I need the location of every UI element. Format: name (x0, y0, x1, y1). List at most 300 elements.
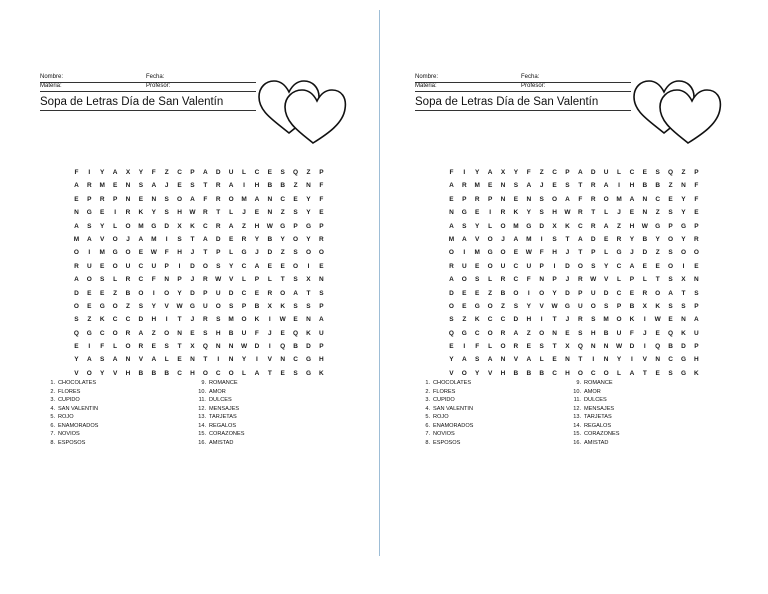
grid-letter: L (617, 169, 622, 176)
grid-letter: G (487, 249, 493, 257)
grid-letter: G (526, 222, 532, 230)
grid-letter: I (463, 249, 466, 257)
grid-letter: W (615, 343, 623, 351)
grid-letter: Y (655, 235, 660, 243)
grid-letter: F (319, 195, 324, 203)
grid-letter: D (590, 169, 596, 176)
grid-letter: R (86, 182, 92, 190)
grid-letter: O (86, 369, 92, 377)
grid-letter: K (319, 369, 324, 377)
grid-letter: T (203, 249, 208, 257)
grid-letter: R (642, 289, 648, 297)
grid-letter: N (655, 356, 661, 364)
grid-letter: T (216, 209, 221, 217)
grid-letter: O (293, 262, 299, 270)
grid-letter: E (655, 369, 660, 377)
grid-letter: E (267, 262, 272, 270)
word-number: 3. (50, 397, 55, 403)
grid-letter: R (215, 182, 221, 190)
grid-letter: F (526, 169, 531, 176)
grid-letter: S (578, 329, 583, 337)
grid-letter: S (655, 169, 660, 176)
grid-letter: C (280, 195, 286, 203)
grid-letter: L (539, 356, 544, 364)
grid-letter: R (99, 195, 105, 203)
grid-letter: S (668, 209, 673, 217)
grid-letter: N (642, 195, 648, 203)
grid-letter: V (513, 356, 519, 364)
word-number: 5. (50, 414, 55, 420)
grid-letter: V (539, 302, 544, 310)
grid-letter: B (228, 329, 234, 337)
grid-letter: E (642, 169, 647, 176)
grid-letter: S (138, 182, 144, 190)
grid-letter: Z (668, 182, 673, 190)
grid-letter: R (125, 209, 131, 217)
grid-letter: R (500, 329, 506, 337)
grid-letter: P (629, 276, 635, 284)
grid-letter: O (693, 249, 699, 257)
grid-letter: Y (526, 302, 531, 310)
grid-letter: A (603, 182, 609, 190)
grid-letter: A (203, 235, 208, 243)
word-search-grid (445, 166, 703, 380)
grid-letter: O (655, 289, 661, 297)
grid-letter: D (164, 222, 170, 230)
grid-letter: R (590, 182, 596, 190)
word-number: 15. (198, 431, 206, 437)
word-list-item (44, 396, 98, 405)
grid-letter: N (681, 182, 686, 190)
grid-letter: H (526, 316, 532, 324)
grid-letter: P (694, 169, 699, 176)
word-number: 4. (50, 405, 55, 412)
grid-letter: L (113, 343, 118, 351)
grid-letter: G (86, 329, 92, 337)
grid-letter: E (138, 195, 144, 203)
grid-letter: A (603, 222, 609, 230)
grid-letter: T (177, 343, 182, 351)
word-list-item (195, 413, 244, 422)
word-list-item (419, 379, 473, 388)
grid-letter: O (164, 329, 170, 337)
grid-letter: D (306, 343, 311, 351)
grid-letter: I (592, 356, 595, 364)
grid-letter: A (578, 235, 583, 243)
grid-letter: O (112, 262, 118, 270)
grid-letter: J (164, 182, 169, 190)
grid-letter: M (474, 249, 480, 257)
grid-letter: U (461, 262, 467, 270)
grid-letter: O (112, 235, 118, 243)
grid-letter: C (616, 262, 622, 270)
grid-letter: T (591, 209, 596, 217)
grid-letter: T (267, 369, 272, 377)
grid-letter: N (500, 195, 506, 203)
grid-letter: I (643, 316, 646, 324)
word-number: 1. (425, 380, 430, 386)
grid-letter: A (138, 329, 144, 337)
grid-letter: M (73, 235, 80, 243)
grid-letter: M (616, 195, 622, 203)
word-text: CHOCOLATES (58, 380, 97, 386)
grid-letter: S (319, 289, 324, 297)
word-text: CORAZONES (584, 431, 620, 437)
grid-letter: R (203, 316, 208, 324)
word-list-item (44, 430, 98, 439)
grid-letter: K (565, 222, 570, 230)
grid-letter: O (513, 289, 519, 297)
grid-letter: G (680, 369, 686, 377)
word-list-column-2 (195, 379, 244, 447)
grid-letter: P (565, 169, 570, 176)
grid-letter: C (177, 169, 182, 176)
grid-letter: O (280, 289, 286, 297)
grid-letter: H (629, 182, 635, 190)
grid-letter: O (461, 276, 467, 284)
grid-letter: T (203, 182, 208, 190)
grid-letter: U (203, 302, 208, 310)
word-list-column-1 (44, 379, 98, 447)
grid-letter: O (461, 369, 467, 377)
grid-letter: I (178, 262, 181, 270)
grid-letter: Q (448, 329, 454, 337)
grid-letter: D (254, 343, 260, 351)
grid-letter: W (641, 222, 648, 230)
grid-letter: E (449, 195, 454, 203)
grid-letter: B (655, 182, 661, 190)
grid-letter: N (500, 182, 506, 190)
grid-letter: E (552, 356, 557, 364)
word-number: 3. (425, 397, 430, 403)
grid-letter: E (694, 262, 699, 270)
grid-letter: N (228, 356, 234, 364)
grid-letter: S (293, 369, 298, 377)
grid-letter: I (268, 343, 271, 351)
word-list-item (44, 439, 98, 448)
grid-letter: C (552, 369, 557, 377)
grid-letter: U (616, 329, 622, 337)
grid-letter: I (165, 316, 168, 324)
grid-letter: L (242, 276, 247, 284)
word-list-item (44, 413, 98, 422)
word-text: MENSAJES (209, 405, 240, 412)
grid-letter: H (177, 209, 182, 217)
grid-letter: E (138, 249, 144, 257)
word-text: CUPIDO (58, 397, 80, 403)
grid-letter: P (319, 169, 324, 176)
grid-letter: Z (539, 169, 544, 176)
grid-letter: A (513, 329, 519, 337)
word-list-item (419, 405, 473, 414)
grid-letter: E (475, 262, 480, 270)
nombre-label: Nombre: (40, 74, 64, 80)
grid-letter: S (591, 316, 596, 324)
grid-letter: P (616, 302, 622, 310)
grid-letter: P (487, 195, 493, 203)
grid-letter: V (267, 356, 272, 364)
grid-letter: L (242, 169, 247, 176)
grid-letter: A (190, 195, 195, 203)
grid-letter: B (267, 235, 273, 243)
grid-letter: S (190, 182, 195, 190)
grid-letter: A (228, 222, 234, 230)
grid-letter: P (319, 302, 324, 310)
grid-letter: F (694, 195, 699, 203)
grid-letter: Y (100, 169, 105, 176)
grid-letter: O (603, 195, 609, 203)
grid-letter: C (500, 316, 506, 324)
worksheet-header (415, 74, 631, 92)
grid-letter: B (642, 182, 648, 190)
word-number: 7. (425, 431, 430, 437)
grid-letter: E (319, 262, 324, 270)
grid-letter: V (487, 369, 493, 377)
grid-letter: W (150, 249, 157, 257)
grid-letter: O (241, 316, 247, 324)
grid-letter: R (241, 235, 247, 243)
grid-letter: A (228, 182, 234, 190)
grid-letter: L (242, 369, 247, 377)
grid-letter: P (694, 343, 699, 351)
grid-letter: K (629, 316, 635, 324)
grid-letter: X (642, 302, 647, 310)
grid-letter: S (164, 209, 169, 217)
grid-letter: E (475, 289, 480, 297)
grid-letter: N (306, 182, 311, 190)
grid-letter: O (138, 289, 144, 297)
grid-letter: C (138, 276, 144, 284)
word-list-item (195, 422, 244, 431)
grid-letter: M (228, 316, 234, 324)
grid-letter: B (254, 302, 260, 310)
grid-letter: F (164, 249, 169, 257)
grid-letter: I (307, 262, 310, 270)
grid-letter: S (449, 316, 454, 324)
grid-letter: O (73, 302, 79, 310)
worksheet-title: Sopa de Letras Día de San Valentín (415, 95, 631, 111)
grid-letter: I (540, 316, 543, 324)
grid-letter: U (151, 262, 157, 270)
grid-letter: N (125, 195, 131, 203)
grid-letter: O (539, 329, 545, 337)
grid-letter: S (216, 316, 221, 324)
grid-letter: J (190, 276, 195, 284)
word-text: ROMANCE (209, 380, 238, 386)
grid-letter: Y (513, 169, 519, 176)
word-text: TARJETAS (209, 414, 237, 420)
word-number: 12. (573, 405, 581, 412)
word-list-item (419, 430, 473, 439)
grid-letter: N (526, 195, 532, 203)
page-divider (379, 10, 380, 556)
fecha-label: Fecha: (521, 74, 540, 80)
word-text: ESPOSOS (58, 439, 86, 446)
grid-letter: E (565, 329, 570, 337)
grid-letter: H (629, 222, 635, 230)
word-text: SAN VALENTIN (58, 405, 98, 412)
grid-letter: G (305, 222, 311, 230)
grid-letter: G (655, 222, 661, 230)
grid-letter: W (176, 302, 183, 310)
grid-letter: A (112, 356, 118, 364)
grid-letter: S (668, 369, 673, 377)
grid-letter: R (125, 329, 131, 337)
grid-letter: X (565, 343, 570, 351)
grid-letter: I (553, 262, 556, 270)
grid-letter: B (539, 369, 545, 377)
grid-letter: I (540, 235, 543, 243)
grid-letter: E (655, 329, 660, 337)
grid-letter: W (240, 343, 248, 351)
grid-letter: M (448, 235, 455, 243)
word-list-column-1 (419, 379, 473, 447)
grid-letter: T (190, 235, 195, 243)
grid-letter: G (280, 222, 286, 230)
grid-letter: S (100, 356, 105, 364)
grid-letter: K (254, 316, 260, 324)
grid-letter: N (267, 209, 273, 217)
grid-letter: I (165, 235, 168, 243)
grid-letter: D (190, 289, 195, 297)
grid-letter: O (603, 369, 609, 377)
grid-letter: F (74, 169, 79, 176)
materia-label: Materia: (415, 83, 437, 89)
grid-letter: F (449, 169, 454, 176)
grid-letter: F (694, 182, 699, 190)
grid-letter: B (500, 289, 506, 297)
grid-letter: S (668, 276, 673, 284)
grid-letter: I (88, 169, 91, 176)
grid-letter: Y (603, 262, 609, 270)
grid-letter: P (539, 262, 544, 270)
grid-letter: A (668, 289, 673, 297)
grid-letter: C (513, 262, 519, 270)
grid-letter: C (590, 369, 596, 377)
profesor-label: Profesor: (521, 83, 546, 89)
grid-letter: L (488, 343, 493, 351)
grid-letter: S (681, 302, 686, 310)
grid-letter: B (267, 182, 273, 190)
word-list-item (44, 388, 98, 397)
grid-letter: F (151, 276, 156, 284)
grid-letter: P (112, 195, 118, 203)
grid-letter: J (565, 249, 570, 257)
grid-letter: L (488, 222, 493, 230)
header-row-nombre (40, 74, 256, 83)
grid-letter: N (177, 329, 182, 337)
grid-letter: C (215, 369, 221, 377)
grid-letter: Y (475, 169, 480, 176)
word-list-item (419, 422, 473, 431)
grid-letter: D (681, 343, 686, 351)
word-text: AMISTAD (584, 439, 609, 446)
grid-letter: I (463, 169, 466, 176)
grid-letter: O (448, 249, 454, 257)
word-text: CUPIDO (433, 397, 455, 403)
grid-letter: P (694, 302, 699, 310)
word-number: 11. (573, 397, 581, 403)
grid-letter: P (241, 302, 247, 310)
grid-letter: Y (306, 209, 311, 217)
grid-letter: Y (151, 302, 156, 310)
grid-letter: Q (202, 343, 208, 351)
grid-letter: G (461, 329, 467, 337)
grid-letter: A (138, 235, 144, 243)
grid-letter: G (680, 222, 686, 230)
grid-letter: B (164, 369, 170, 377)
grid-letter: A (629, 262, 635, 270)
word-number: 13. (198, 414, 206, 420)
grid-letter: C (177, 369, 182, 377)
grid-letter: K (99, 316, 105, 324)
grid-letter: L (267, 276, 272, 284)
grid-letter: O (125, 249, 131, 257)
materia-label: Materia: (40, 83, 62, 89)
grid-letter: P (578, 289, 583, 297)
grid-letter: S (668, 302, 673, 310)
grid-letter: I (489, 209, 492, 217)
grid-letter: N (565, 356, 570, 364)
grid-letter: X (125, 169, 131, 176)
grid-letter: R (590, 195, 596, 203)
grid-letter: A (74, 182, 79, 190)
grid-letter: N (590, 343, 596, 351)
grid-letter: D (74, 289, 79, 297)
grid-letter: J (126, 235, 130, 243)
grid-letter: U (500, 262, 506, 270)
grid-letter: C (241, 262, 247, 270)
grid-letter: V (164, 302, 169, 310)
grid-letter: W (654, 316, 661, 324)
grid-letter: V (475, 235, 480, 243)
grid-letter: U (578, 302, 583, 310)
grid-letter: O (293, 235, 299, 243)
grid-letter: A (629, 369, 635, 377)
grid-letter: L (488, 276, 493, 284)
grid-letter: S (228, 302, 234, 310)
word-text: MENSAJES (584, 405, 615, 412)
grid-letter: Y (526, 209, 531, 217)
grid-letter: G (189, 302, 195, 310)
word-text: SAN VALENTIN (433, 405, 473, 412)
word-list-item (44, 422, 98, 431)
grid-letter: H (254, 182, 260, 190)
word-list-item (195, 388, 244, 397)
grid-letter: D (642, 249, 648, 257)
grid-letter: O (577, 369, 583, 377)
grid-letter: A (319, 316, 324, 324)
grid-letter: E (267, 169, 272, 176)
word-number: 6. (425, 422, 430, 429)
grid-letter: R (500, 276, 506, 284)
grid-letter: V (100, 235, 105, 243)
grid-letter: Y (100, 369, 105, 377)
word-list-item (195, 379, 244, 388)
grid-letter: D (565, 289, 570, 297)
grid-letter: C (241, 289, 247, 297)
grid-letter: U (228, 169, 234, 176)
grid-letter: N (681, 316, 686, 324)
grid-letter: C (125, 316, 131, 324)
grid-letter: S (694, 289, 699, 297)
grid-letter: Z (488, 289, 493, 297)
grid-letter: U (215, 289, 221, 297)
grid-letter: U (86, 262, 92, 270)
grid-letter: R (319, 235, 324, 243)
grid-letter: P (591, 249, 596, 257)
grid-letter: S (280, 169, 285, 176)
